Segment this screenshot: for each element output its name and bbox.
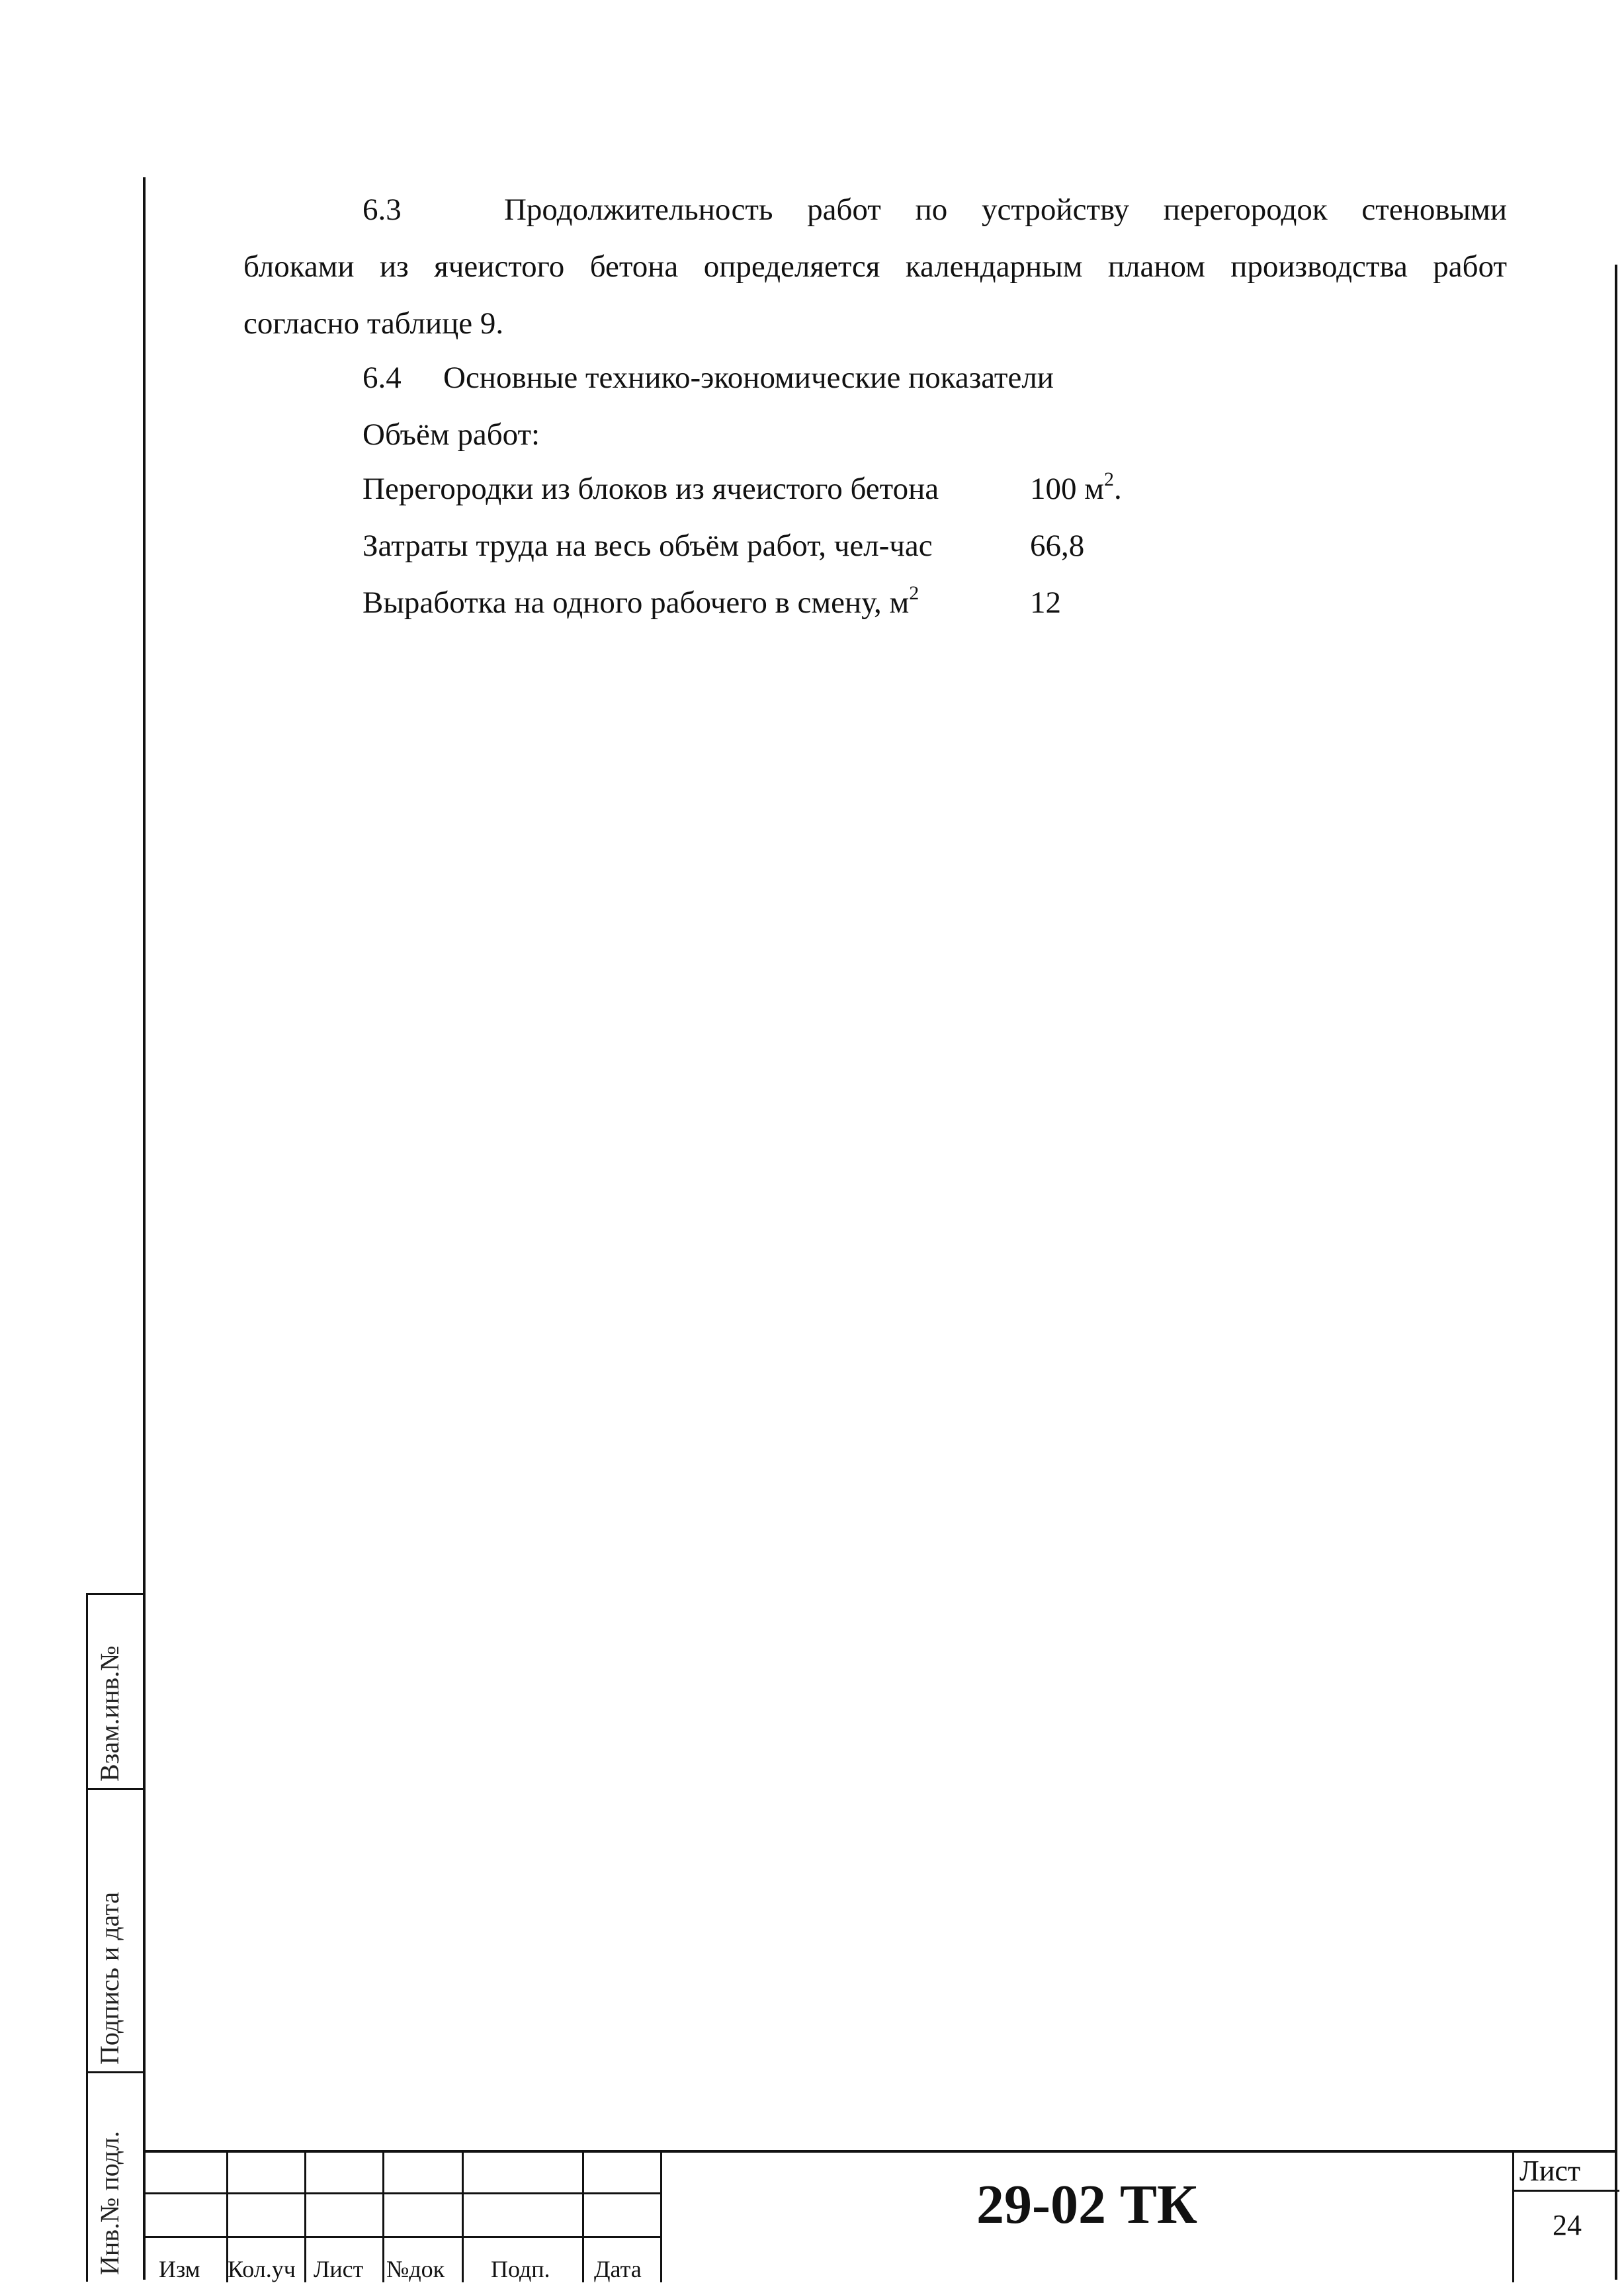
column-label: Изм xyxy=(159,2256,200,2282)
side-stamp xyxy=(86,1593,146,2282)
column-label: Кол.уч xyxy=(228,2256,296,2282)
volume-row-label: Затраты труда на весь объём работ, чел-час xyxy=(363,529,933,563)
revision-grid-line xyxy=(660,2153,662,2282)
revision-grid-line xyxy=(582,2153,584,2282)
volume-row-value: 66,8 xyxy=(1030,529,1085,563)
column-label: Подп. xyxy=(491,2256,550,2282)
column-label: Лист xyxy=(314,2256,364,2282)
column-label: Дата xyxy=(594,2256,642,2282)
revision-grid-line xyxy=(144,2236,660,2238)
sheet-number: 24 xyxy=(1553,2209,1582,2241)
section-number: 6.4 xyxy=(363,361,402,395)
column-label: №док xyxy=(386,2256,445,2282)
revision-grid-line xyxy=(304,2153,306,2282)
side-stamp-cell-replacement: Взам.инв.№ xyxy=(95,1645,124,1782)
frame-right-border xyxy=(1615,265,1617,2280)
paragraph-6-3 xyxy=(243,181,1507,352)
paragraph-6-3-line-3: согласно таблице 9. xyxy=(243,306,504,341)
document-code: 29-02 ТК xyxy=(976,2174,1197,2235)
volume-row-label: Перегородки из блоков из ячеистого бетона xyxy=(363,472,939,506)
revision-table xyxy=(144,2153,660,2282)
side-stamp-cell-signature: Подпись и дата xyxy=(95,1891,124,2065)
sheet-label: Лист xyxy=(1519,2155,1581,2187)
paragraph-text: Продолжительность работ по устройству перегородок стеновыми xyxy=(503,193,1508,227)
sheet-box xyxy=(1512,2153,1619,2282)
section-number: 6.3 xyxy=(363,193,402,227)
revision-grid-line xyxy=(144,2192,660,2194)
volume-row-label: Выработка на одного рабочего в смену, $м^2$ xyxy=(363,582,919,620)
paragraph-6-3-line-2: блоками из ячеистого бетона определяется календарным планом производства работ xyxy=(243,249,1507,284)
side-stamp-cell-inventory: Инв.№ подл. xyxy=(95,2131,124,2275)
revision-grid-line xyxy=(382,2153,384,2282)
volume-row-value: 12 xyxy=(1030,585,1061,620)
volume-row-value: 100 $м^2$. xyxy=(1030,468,1122,506)
revision-grid-line xyxy=(462,2153,464,2282)
paragraph-6-3-line-1 xyxy=(243,181,1507,238)
title-block xyxy=(144,2150,1617,2282)
volume-heading: Объём работ: xyxy=(363,417,540,452)
section-6-4-heading xyxy=(363,358,1054,398)
section-title: Основные технико-экономические показатели xyxy=(443,361,1054,395)
sheet-box-divider xyxy=(1514,2190,1619,2192)
